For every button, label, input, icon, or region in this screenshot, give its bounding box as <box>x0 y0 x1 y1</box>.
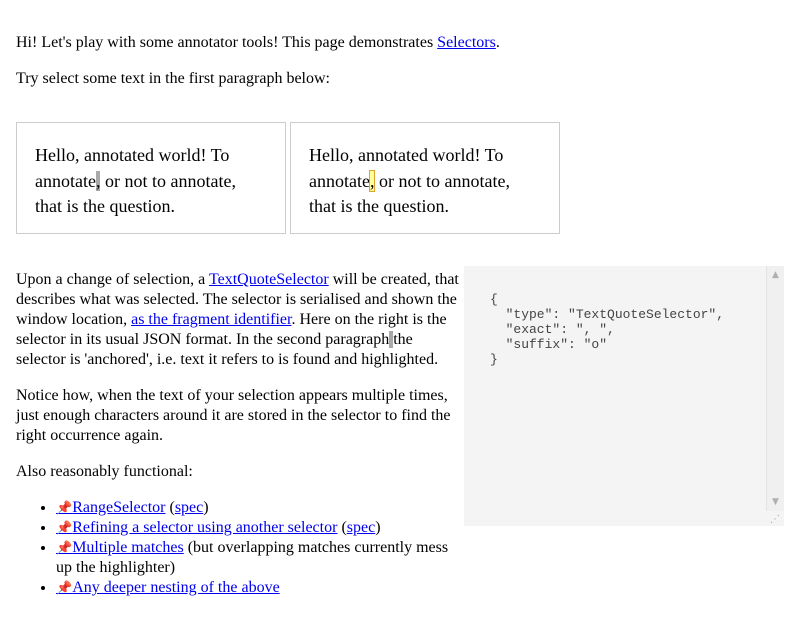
anchored-highlight: , <box>369 170 375 191</box>
desc-text: Upon a change of selection, a <box>16 271 209 288</box>
link-label: RangeSelector <box>72 499 166 516</box>
description-column <box>16 270 462 598</box>
selectors-link[interactable]: Selectors <box>437 34 496 51</box>
desc-text: the selector is 'anchored', i.e. text it refers to is found and highlighted. <box>16 331 439 368</box>
list-item <box>56 498 462 518</box>
refining-selector-link[interactable] <box>56 519 337 536</box>
link-label: Refining a selector using another selector <box>72 519 338 536</box>
feature-list <box>16 498 462 598</box>
anchored-text-before: Hello, annotated world! To annotate <box>309 145 504 191</box>
spec-link[interactable]: spec <box>346 519 376 536</box>
desc-text: . Here on the right is the selector in its usual JSON format. In the second paragraph <box>16 311 447 348</box>
list-item <box>56 518 462 538</box>
fragment-identifier-link[interactable]: as the fragment identifier <box>131 311 292 328</box>
pin-icon: 📌 <box>56 540 73 555</box>
link-label: Multiple matches <box>72 539 184 556</box>
description-paragraph-2: Notice how, when the text of your selection appears multiple times, just enough characters around it are stored in the selector to find the right occurrence again. <box>16 387 451 444</box>
text-quote-selector-link[interactable]: TextQuoteSelector <box>208 271 329 288</box>
intro-prefix: Hi! Let's play with some annotator tools! This page demonstrates <box>16 34 438 51</box>
paren: ) <box>203 499 209 516</box>
source-paragraph-box[interactable] <box>16 122 286 234</box>
list-item <box>56 538 462 578</box>
desc-text: will be created, that describes what was selected. The selector is serialised and shown the window location, <box>16 271 459 328</box>
scroll-up-icon[interactable]: ▲ <box>772 270 779 280</box>
link-label: Any deeper nesting of the above <box>72 579 280 596</box>
paren: ) <box>375 519 381 536</box>
pin-icon: 📌 <box>56 520 73 535</box>
selector-json-output[interactable] <box>464 266 784 526</box>
deeper-nesting-link[interactable] <box>56 579 280 596</box>
pin-icon: 📌 <box>56 500 73 515</box>
paren: ( <box>165 499 175 516</box>
intro-suffix: . <box>495 34 500 51</box>
list-item-text: (but overlapping matches currently mess up the highlighter) <box>56 539 449 576</box>
range-selector-link[interactable] <box>56 499 165 516</box>
anchored-paragraph-box <box>290 122 560 234</box>
instruction-text: Try select some text in the first paragraph below: <box>16 70 330 87</box>
source-selection[interactable]: , <box>95 170 101 191</box>
multiple-matches-link[interactable] <box>56 539 184 556</box>
intro-text <box>16 33 500 53</box>
spec-link[interactable]: spec <box>174 499 204 516</box>
source-text-before[interactable]: Hello, annotated world! To annotate <box>35 145 230 191</box>
resize-grip-icon[interactable]: ⋰ <box>770 514 780 525</box>
scroll-down-icon[interactable]: ▼ <box>772 497 779 507</box>
pin-icon: 📌 <box>56 580 73 595</box>
paren: ( <box>337 519 347 536</box>
json-text[interactable]: { "type": "TextQuoteSelector", "exact": ", ", "suffix": "o" } <box>490 292 725 367</box>
vertical-scrollbar[interactable] <box>766 266 784 511</box>
description-paragraph-3: Also reasonably functional: <box>16 463 193 480</box>
anchored-text-after: or not to annotate, that is the question. <box>309 170 510 216</box>
source-text-after[interactable]: or not to annotate, that is the question. <box>35 170 236 216</box>
description-paragraph-1 <box>16 270 462 370</box>
list-item <box>56 578 462 598</box>
